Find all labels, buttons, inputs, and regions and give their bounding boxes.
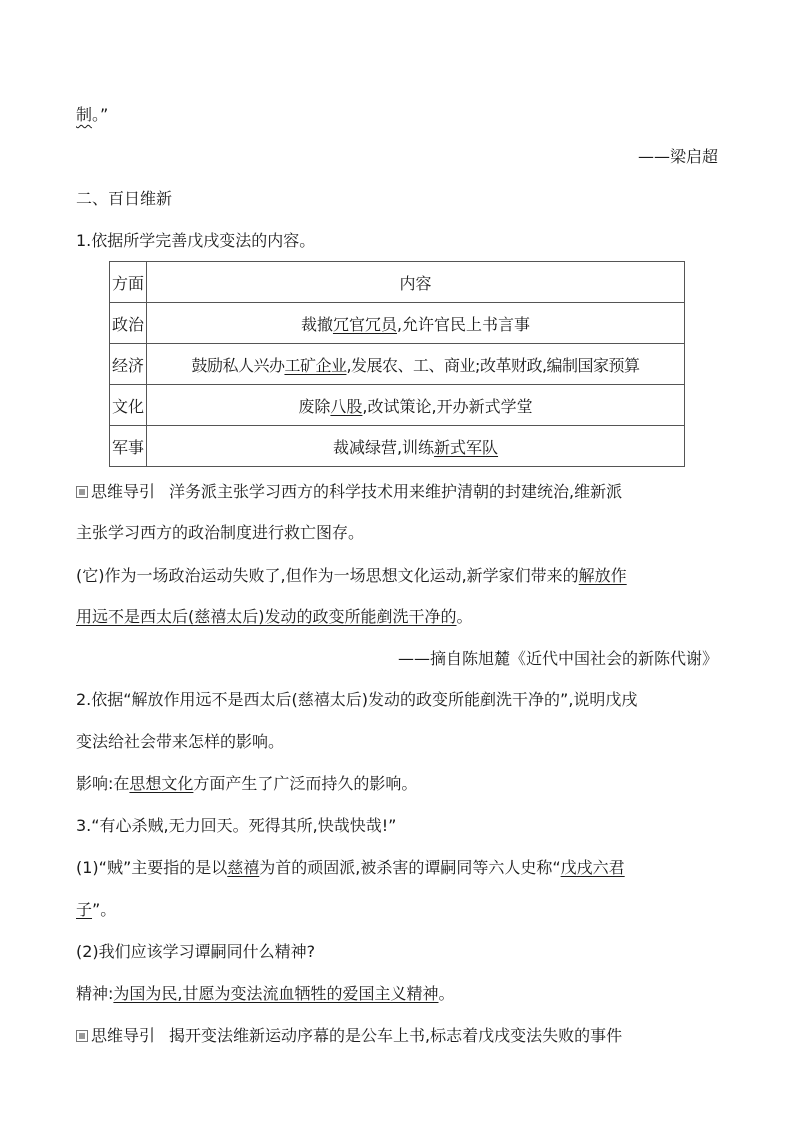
- question-2-cont: 变法给社会带来怎样的影响。: [76, 732, 285, 751]
- continued-rest: 。”: [92, 105, 109, 124]
- thinking-guide-2: [76, 1025, 622, 1047]
- text: 鼓励私人兴办: [191, 355, 285, 375]
- text: ,改试策论,开办新式学堂: [362, 396, 533, 416]
- answer-2: [76, 773, 417, 795]
- guide-text: 洋务派主张学习西方的科学技术用来维护清朝的封建统治,维新派: [169, 482, 623, 501]
- answer-blank: 八股: [330, 396, 363, 416]
- thinking-guide-1-cont: 主张学习西方的政治制度进行救亡图存。: [76, 523, 365, 542]
- reform-content-table: [109, 261, 685, 467]
- guide-text: 揭开变法维新运动序幕的是公车上书,标志着戊戌变法失败的事件: [169, 1026, 623, 1045]
- answer-blank: 慈禧: [227, 858, 260, 877]
- answer-blank: 思想文化: [129, 774, 194, 793]
- answer-label: 精神:: [76, 984, 114, 1003]
- quote-underline: 用远不是西太后(慈禧太后)发动的政变所能剷洗干净的: [76, 607, 457, 626]
- question-1: 1.依据所学完善戊戌变法的内容。: [76, 231, 316, 250]
- header-content: 内容: [147, 262, 685, 303]
- row-content: [147, 426, 685, 467]
- table-row: [110, 426, 685, 467]
- text: 裁撤: [300, 314, 333, 334]
- answer-blank: 冗官冗员: [332, 314, 397, 334]
- text: ,允许官民上书言事: [396, 314, 531, 334]
- quote-underline: 解放作: [578, 566, 627, 585]
- answer-blank: 工矿企业: [284, 355, 347, 375]
- liang-attribution: ——梁启超: [637, 147, 718, 166]
- answer-blank: 戊戌六君: [560, 858, 625, 877]
- guide-label: 思维导引: [91, 1026, 156, 1045]
- header-aspect: 方面: [110, 262, 147, 303]
- table-row: [110, 303, 685, 344]
- row-aspect: 文化: [110, 385, 147, 426]
- answer-text: 。: [438, 984, 455, 1003]
- text: ,发展农、工、商业;改革财政,编制国家预算: [346, 355, 640, 375]
- question-3-sub1-cont: [76, 899, 116, 921]
- text: 为首的顽固派,被杀害的谭嗣同等六人史称“: [259, 858, 561, 877]
- answer-text: 方面产生了广泛而持久的影响。: [193, 774, 418, 793]
- answer-blank: 子: [76, 900, 93, 919]
- answer-blank: 为国为民,甘愿为变法流血牺牲的爱国主义精神: [113, 984, 439, 1003]
- question-3-sub1: [76, 857, 625, 879]
- answer-3: [76, 983, 455, 1005]
- quote-line-2: [76, 606, 473, 628]
- table-row: [110, 385, 685, 426]
- table-header-row: [110, 262, 685, 303]
- text: ”。: [92, 900, 117, 919]
- question-3-sub2: (2)我们应该学习谭嗣同什么精神?: [76, 942, 316, 961]
- row-aspect: 政治: [110, 303, 147, 344]
- table-row: [110, 344, 685, 385]
- text: (1)“贼”主要指的是以: [76, 858, 228, 877]
- continued-line: [76, 104, 108, 126]
- answer-blank: 新式军队: [434, 437, 499, 457]
- guide-icon: [76, 1030, 88, 1042]
- quote-source: ——摘自陈旭麓《近代中国社会的新陈代谢》: [397, 649, 718, 668]
- row-content: [147, 385, 685, 426]
- continued-char: 制: [76, 105, 93, 124]
- quote-line-1: [76, 565, 627, 587]
- thinking-guide-1: [76, 481, 622, 503]
- text: 裁减绿营,训练: [332, 437, 435, 457]
- row-content: [147, 344, 685, 385]
- row-aspect: 军事: [110, 426, 147, 467]
- quote-text: 。: [456, 607, 473, 626]
- question-2: 2.依据“解放作用远不是西太后(慈禧太后)发动的政变所能剷洗干净的”,说明戊戌: [76, 690, 638, 709]
- text: 废除: [298, 396, 331, 416]
- section-heading: 二、百日维新: [76, 189, 173, 208]
- quote-text: (它)作为一场政治运动失败了,但作为一场思想文化运动,新学家们带来的: [76, 566, 579, 585]
- guide-icon: [76, 486, 88, 498]
- row-aspect: 经济: [110, 344, 147, 385]
- row-content: [147, 303, 685, 344]
- answer-label: 影响:在: [76, 774, 130, 793]
- question-3: 3.“有心杀贼,无力回天。死得其所,快哉快哉!”: [76, 816, 397, 835]
- guide-label: 思维导引: [91, 482, 156, 501]
